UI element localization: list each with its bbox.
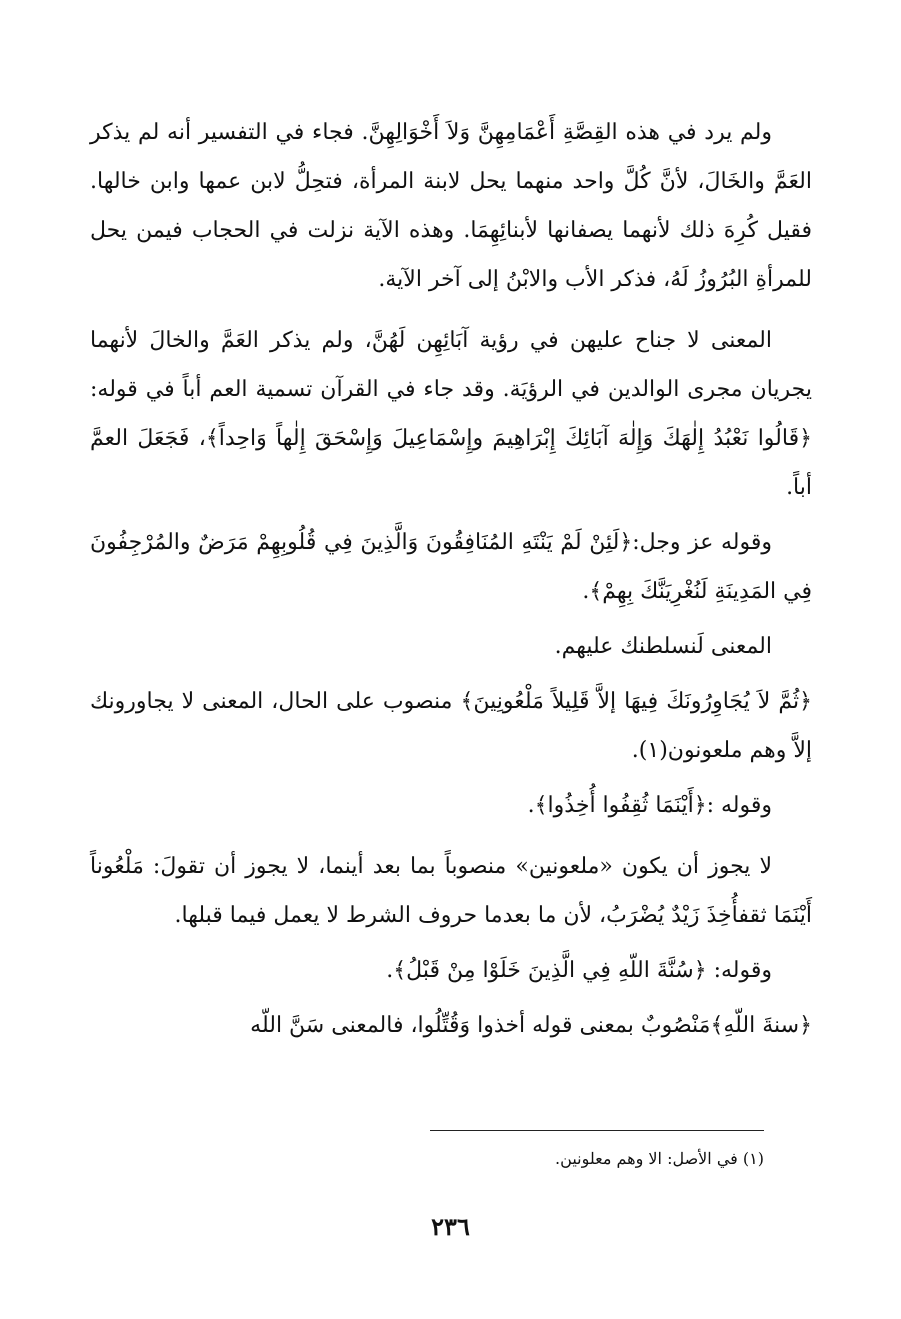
footnote: (١) في الأصل: الا وهم معلونين. xyxy=(555,1149,764,1168)
footnote-divider xyxy=(430,1130,764,1131)
paragraph-9: ﴿سنةَ اللّهِ﴾مَنْصُوبٌ بمعنى قوله أخذوا وَقُتِّلُوا، فالمعنى سَنَّ اللّه xyxy=(250,1013,812,1038)
paragraph-4: المعنى لَنسلطنك عليهم. xyxy=(554,634,772,659)
page-number: ٢٣٦ xyxy=(431,1212,470,1241)
paragraph-1: ولم يرد في هذه القِصَّةِ أَعْمَامِهِنَّ وَلاَ أَخْوَالِهِنَّ. فجاء في التفسير أنه لم يذكر العَمَّ والخَالَ، لأنَّ كُلَّ واحد منهما يحل لابنة المرأة، فتحِلُّ لابن عمها وابن خالها. فقيل كُرِهَ ذلك لأنهما يصفانها لأبنائِهِمَا. وهذه الآية نزلت في الحجاب فيمن يحل للمرأةِ البُرُوزُ لَهُ، فذكر الأب والابْنُ إلى آخر الآية. xyxy=(90,120,812,292)
paragraph-7: لا يجوز أن يكون «ملعونين» منصوباً بما بعد أينما، لا يجوز أن تقولَ: مَلْعُوناً أَيْنَمَا ثقفأُخِذَ زَيْدٌ يُضْرَبُ، لأن ما بعدما حروف الشرط لا يعمل فيما قبلها. xyxy=(90,854,812,928)
paragraph-6: وقوله :﴿أَيْنَمَا ثُقِفُوا أُخِذُوا﴾. xyxy=(527,793,772,818)
paragraph-8: وقوله: ﴿سُنَّةَ اللّهِ فِي الَّذِينَ خَلَوْا مِنْ قَبْلُ﴾. xyxy=(386,958,772,983)
paragraph-5: ﴿ثُمَّ لاَ يُجَاوِرُونَكَ فِيهَا إلاَّ قَلِيلاً مَلْعُونِينَ﴾ منصوب على الحال، المعنى لا يجاورونك إلاَّ وهم ملعونون(١). xyxy=(90,689,812,763)
paragraph-2: المعنى لا جناح عليهن في رؤية آبَائِهِن لَهُنَّ، ولم يذكر العَمَّ والخالَ لأنهما يجريان مجرى الوالدين في الرؤيَة. وقد جاء في القرآن تسمية العم أباً في قوله: ﴿قَالُوا نَعْبُدُ إِلٰهَكَ وَإِلٰهَ آبَائِكَ إِبْرَاهِيمَ وإِسْمَاعِيلَ وَإِسْحَقَ إِلٰهاً وَاحِداً﴾، فَجَعَلَ العمَّ أباً. xyxy=(90,328,812,500)
paragraph-3: وقوله عز وجل:﴿لَئِنْ لَمْ يَنْتَهِ المُنَافِقُونَ وَالَّذِينَ فِي قُلُوبِهِمْ مَرَضٌ والمُرْجِفُونَ فِي المَدِينَةِ لَنُغْرِيَنَّكَ بِهِمْ﴾. xyxy=(90,530,812,604)
page-body xyxy=(90,108,812,1050)
